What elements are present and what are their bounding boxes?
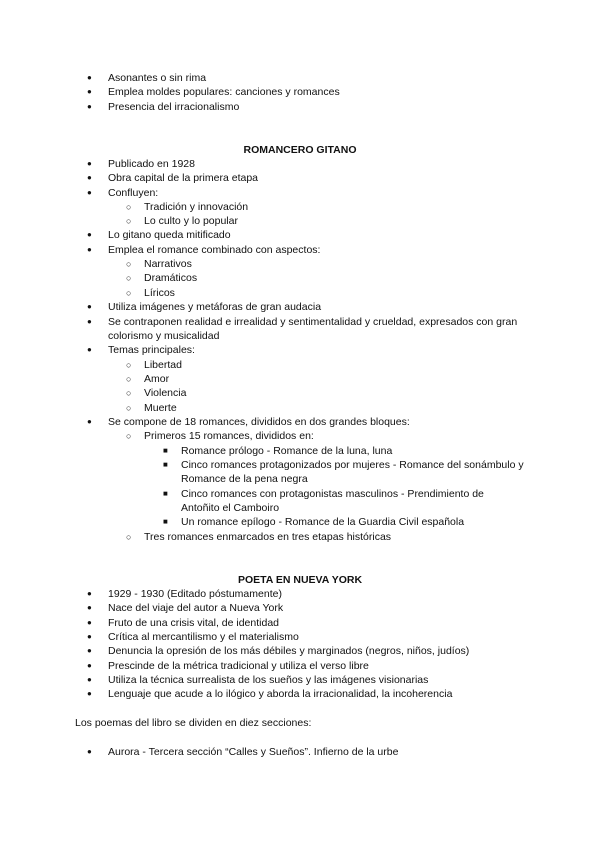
sub-list-item: ○ Libertad: [144, 358, 182, 372]
sub-list-item: ○ Tres romances enmarcados en tres etapas históricas: [144, 530, 391, 544]
list-item: ● Prescinde de la métrica tradicional y utiliza el verso libre: [108, 659, 369, 673]
section-title: ROMANCERO GITANO: [243, 144, 357, 156]
list-item: ● Publicado en 1928: [108, 157, 195, 171]
sub-list-item: ○ Lo culto y lo popular: [144, 214, 238, 228]
list-item: ● Temas principales:: [108, 343, 195, 357]
list-item: ● Nace del viaje del autor a Nueva York: [108, 601, 283, 615]
section-title: POETA EN NUEVA YORK: [237, 574, 363, 586]
list-item: ● Presencia del irracionalismo: [108, 100, 239, 114]
sub-sub-list-item: ■ Romance prólogo - Romance de la luna, luna: [181, 444, 392, 458]
list-item: ● Obra capital de la primera etapa: [108, 171, 258, 185]
sub-list-item: ○ Primeros 15 romances, divididos en:: [144, 429, 314, 443]
sub-list-item: ○ Líricos: [144, 286, 175, 300]
sub-sub-list-item: ■ Cinco romances protagonizados por mujeres - Romance del sonámbulo y: [181, 458, 524, 472]
sub-list-item: ○ Narrativos: [144, 257, 192, 271]
sub-sub-list-item: ■ Un romance epílogo - Romance de la Guardia Civil española: [181, 515, 464, 529]
list-item-continuation: Antoñito el Camboiro: [181, 502, 280, 514]
sub-list-item: ○ Tradición y innovación: [144, 200, 248, 214]
list-item: ● Denuncia la opresión de los más débiles y marginados (negros, niños, judíos): [108, 644, 469, 658]
list-item: ● Utiliza la técnica surrealista de los sueños y las imágenes visionarias: [108, 673, 428, 687]
list-item: ● Fruto de una crisis vital, de identidad: [108, 616, 279, 630]
sub-sub-list-item: ■ Cinco romances con protagonistas masculinos - Prendimiento de: [181, 487, 484, 501]
list-item-continuation: Romance de la pena negra: [181, 473, 308, 485]
sub-list-item: ○ Violencia: [144, 386, 186, 400]
list-item: ● Se contraponen realidad e irrealidad y sentimentalidad y crueldad, expresados con gran: [108, 315, 517, 329]
list-item: ● Emplea el romance combinado con aspectos:: [108, 243, 320, 257]
list-item: ● Utiliza imágenes y metáforas de gran audacia: [108, 300, 321, 314]
list-item: ● 1929 - 1930 (Editado póstumamente): [108, 587, 282, 601]
paragraph: Los poemas del libro se dividen en diez secciones:: [75, 717, 312, 729]
list-item: ● Aurora - Tercera sección “Calles y Sueños”. Infierno de la urbe: [108, 745, 398, 759]
list-item: ● Lenguaje que acude a lo ilógico y aborda la irracionalidad, la incoherencia: [108, 687, 452, 701]
list-item: ● Confluyen:: [108, 186, 158, 200]
sub-list-item: ○ Muerte: [144, 401, 177, 415]
list-item: ● Se compone de 18 romances, divididos en dos grandes bloques:: [108, 415, 410, 429]
sub-list-item: ○ Dramáticos: [144, 271, 197, 285]
list-item: ● Asonantes o sin rima: [108, 71, 206, 85]
list-item: ● Emplea moldes populares: canciones y romances: [108, 85, 340, 99]
list-item: ● Crítica al mercantilismo y el materialismo: [108, 630, 299, 644]
list-item: ● Lo gitano queda mitificado: [108, 228, 231, 242]
list-item-continuation: colorismo y musicalidad: [108, 330, 220, 342]
sub-list-item: ○ Amor: [144, 372, 169, 386]
